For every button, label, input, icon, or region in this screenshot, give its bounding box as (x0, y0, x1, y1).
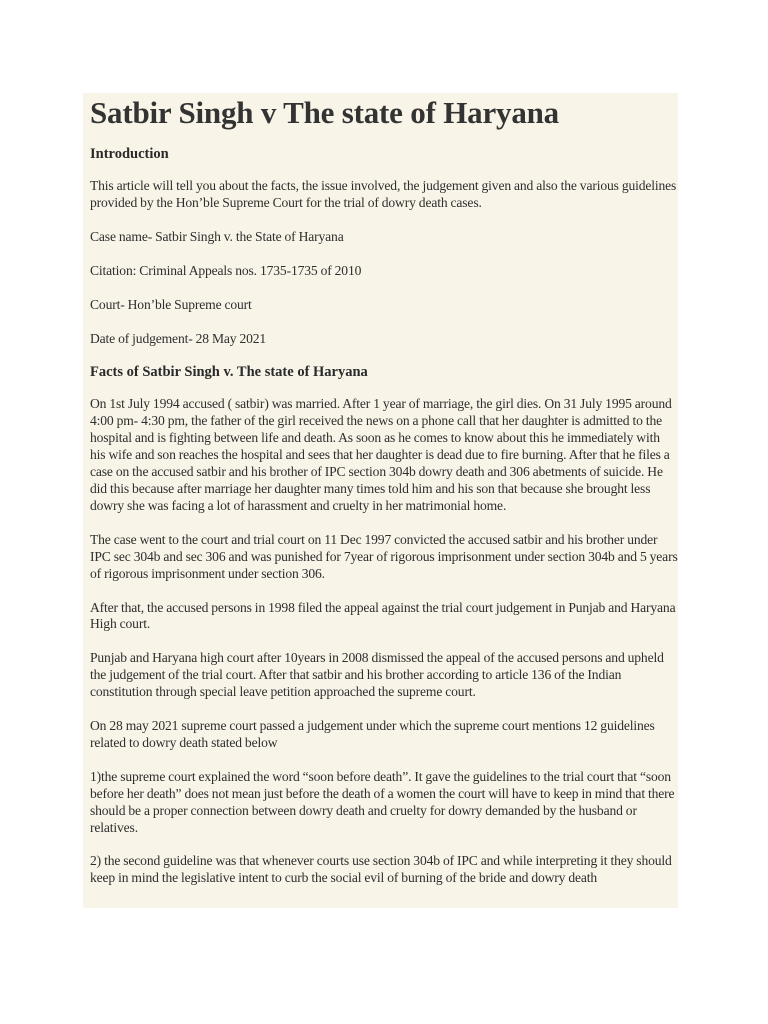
facts-paragraph-1: On 1st July 1994 accused ( satbir) was married. After 1 year of marriage, the girl dies. On 31 July 1995 around 4:00 pm- 4:30 pm, the father of the girl received the news on a phone call that her daughter is admitted to the hospital and is fighting between life and death. As soon as he comes to know about this he immediately with his wife and son reaches the hospital and sees that her daughter is dead due to fire burning. After that he files a case on the accused satbir and his brother of IPC section 304b dowry death and 306 abetments of suicide. He did this because after marriage her daughter many times told him and his son that because she brought less dowry she was facing a lot of harassment and cruelty in her matrimonial home. (90, 396, 672, 513)
document-page (83, 93, 678, 908)
judgement-date-line: Date of judgement- 28 May 2021 (90, 330, 267, 346)
case-name-line: Case name- Satbir Singh v. the State of Haryana (90, 228, 344, 244)
facts-paragraph-3: After that, the accused persons in 1998 filed the appeal against the trial court judgement in Punjab and Haryana High court. (90, 599, 676, 632)
guideline-2-paragraph: 2) the second guideline was that whenever courts use section 304b of IPC and while interpreting it they should keep in mind the legislative intent to curb the social evil of burning of the bride and dowry death (90, 853, 672, 886)
facts-paragraph-4: Punjab and Haryana high court after 10years in 2008 dismissed the appeal of the accused persons and upheld the judgement of the trial court. After that satbir and his brother according to article 136 of the Indian constitution through special leave petition approached the supreme court. (90, 650, 664, 700)
introduction-paragraph: This article will tell you about the facts, the issue involved, the judgement given and also the various guidelines provided by the Hon’ble Supreme Court for the trial of dowry death cases. (90, 178, 677, 210)
facts-paragraph-5: On 28 may 2021 supreme court passed a judgement under which the supreme court mentions 12 guidelines related to dowry death stated below (90, 718, 655, 750)
guideline-1-paragraph: 1)the supreme court explained the word “soon before death”. It gave the guidelines to the trial court that “soon before her death” does not mean just before the death of a women the court will have to keep in mind that there should be a proper connection between dowry death and cruelty for dowry demanded by the husband or relatives. (90, 768, 675, 835)
document-title: Satbir Singh v The state of Haryana (90, 95, 559, 130)
facts-paragraph-2: The case went to the court and trial court on 11 Dec 1997 convicted the accused satbir and his brother under IPC sec 304b and sec 306 and was punished for 7year of rigorous imprisonment under section 304b and 5 years of rigorous imprisonment under section 306. (90, 531, 678, 581)
facts-heading: Facts of Satbir Singh v. The state of Haryana (90, 364, 368, 381)
introduction-heading: Introduction (90, 146, 169, 162)
citation-line: Citation: Criminal Appeals nos. 1735-1735 of 2010 (90, 262, 362, 278)
document-content (90, 93, 678, 887)
court-line: Court- Hon’ble Supreme court (90, 296, 252, 312)
